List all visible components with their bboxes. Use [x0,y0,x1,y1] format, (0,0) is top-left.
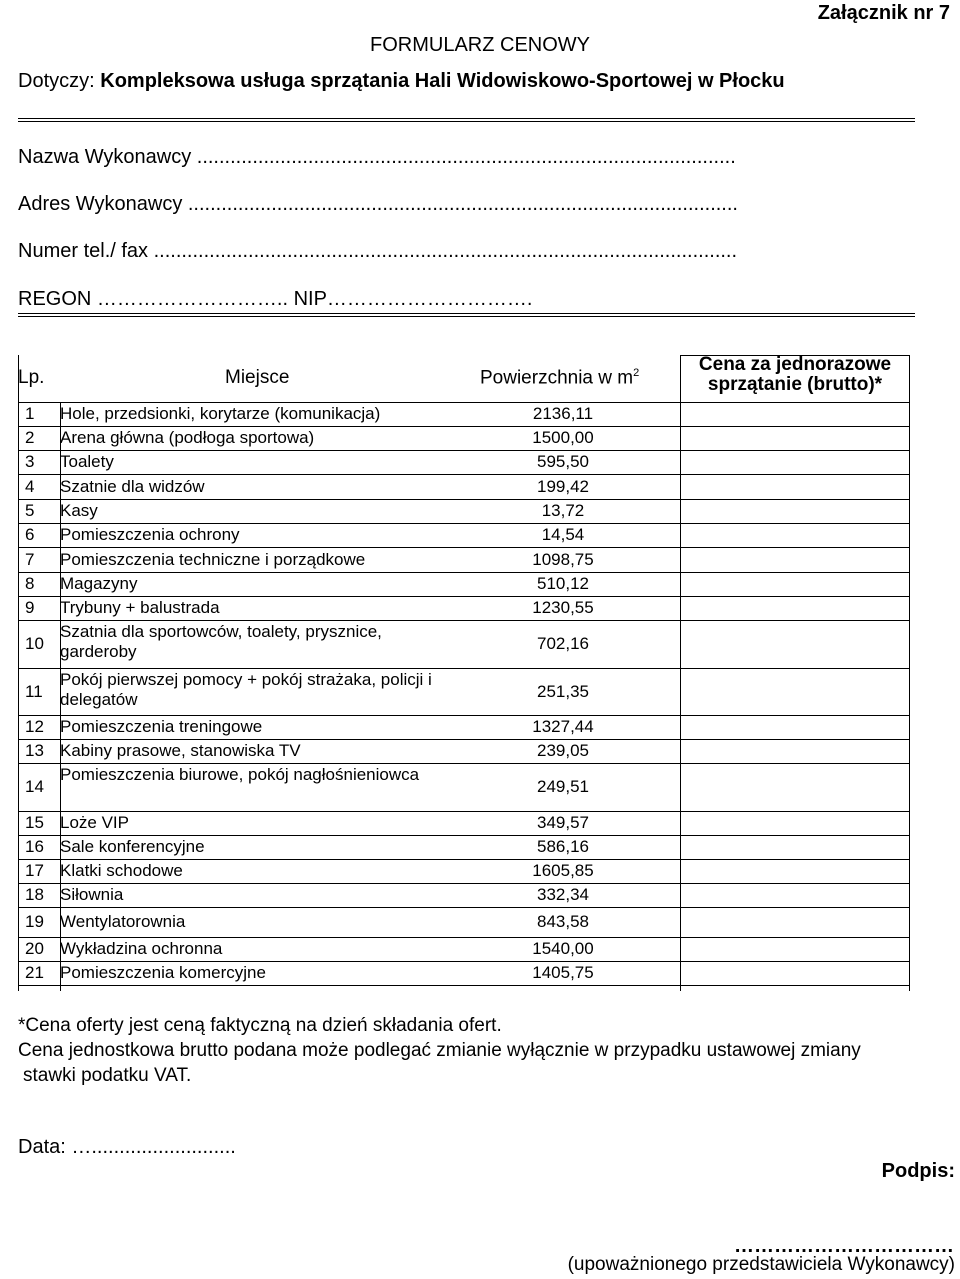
row-price-cell[interactable] [682,523,908,547]
phone-fax-field[interactable]: Numer tel./ fax ......................................................................................................... [18,240,738,262]
row-number: 21 [25,963,44,982]
concerns-value: Kompleksowa usługa sprzątania Hali Widowiskowo-Sportowej w Płocku [100,70,785,92]
column-border [18,355,19,991]
column-border [60,402,61,991]
row-number: 15 [25,813,44,832]
row-area: 1405,75 [532,963,594,982]
note-vat: stawki podatku VAT. [23,1065,192,1086]
row-price-cell[interactable] [682,811,908,835]
regon-nip-field[interactable]: REGON ……………………….. NIP…………………………. [18,288,533,310]
row-price-cell[interactable] [682,937,908,961]
row-place: Szatnie dla widzów [60,476,205,496]
row-place: Szatnia dla sportowców, toalety, prysznice, garderoby [60,622,382,661]
column-border [909,355,910,991]
row-price-cell[interactable] [682,499,908,523]
column-border [680,355,681,991]
row-area: 586,16 [537,837,589,856]
row-number: 5 [25,501,35,520]
date-field[interactable]: Data: ….......................... [18,1136,236,1158]
row-area: 1230,55 [532,598,594,617]
row-price-cell[interactable] [682,835,908,859]
signature-caption: (upoważnionego przedstawiciela Wykonawcy) [567,1254,955,1275]
row-place: Toalety [60,452,114,471]
row-place: Siłownia [60,885,124,904]
col-header-area [480,367,639,389]
row-price-cell[interactable] [682,474,908,499]
row-area: 1327,44 [532,717,594,736]
row-place: Sale konferencyjne [60,837,205,856]
row-price-cell[interactable] [682,596,908,620]
row-price-cell[interactable] [682,426,908,450]
row-number: 7 [25,549,35,569]
row-number: 17 [25,861,44,880]
annex-label: Załącznik nr 7 [817,2,950,24]
row-area: 199,42 [537,476,589,496]
col-header-price: Cena za jednorazowe sprzątanie (brutto)* [698,354,892,395]
row-area: 13,72 [541,501,585,520]
col-header-lp: Lp. [18,367,45,388]
row-price-cell[interactable] [682,961,908,985]
row-place: Wentylatorownia [60,912,186,931]
row-place: Pokój pierwszej pomocy + pokój strażaka, policji i delegatów [60,670,432,709]
row-price-cell[interactable] [682,715,908,739]
row-place: Loże VIP [60,813,129,832]
row-area: 239,05 [537,741,589,760]
row-area: 349,57 [537,813,589,832]
col-header-area-unit: 2 [633,367,640,379]
row-area: 249,51 [537,777,589,796]
row-area: 332,34 [537,885,589,904]
row-price-cell[interactable] [682,620,908,668]
row-place: Trybuny + balustrada [60,598,220,617]
row-place: Pomieszczenia biurowe, pokój nagłośnieniowca [60,765,420,784]
price-header-top-border [680,355,910,356]
row-place: Wykładzina ochronna [60,939,223,958]
row-price-cell[interactable] [682,907,908,937]
row-number: 11 [25,681,43,701]
row-number: 16 [25,837,44,856]
row-price-cell[interactable] [682,547,908,572]
row-area: 1540,00 [532,939,594,958]
row-price-cell[interactable] [682,402,908,426]
row-place: Pomieszczenia techniczne i porządkowe [60,549,366,569]
row-place: Klatki schodowe [60,861,183,880]
row-area: 1500,00 [532,428,594,447]
row-place: Hole, przedsionki, korytarze (komunikacja) [60,404,381,423]
row-number: 19 [25,912,44,931]
row-area: 510,12 [537,574,589,593]
row-area: 14,54 [541,525,585,544]
divider [18,118,915,122]
row-number: 18 [25,885,44,904]
row-price-cell[interactable] [682,450,908,474]
row-price-cell[interactable] [682,859,908,883]
row-area: 843,58 [537,912,589,931]
row-area: 1605,85 [532,861,594,880]
row-number: 6 [25,525,35,544]
row-number: 14 [25,777,44,796]
price-table [18,355,910,991]
row-price-cell[interactable] [682,668,908,715]
row-number: 13 [25,741,44,760]
signature-field[interactable]: …………………………… [734,1235,954,1257]
row-place: Pomieszczenia ochrony [60,525,240,544]
row-area: 251,35 [537,681,589,701]
row-number: 3 [25,452,35,471]
divider [18,313,915,317]
row-place: Pomieszczenia treningowe [60,717,263,736]
row-number: 8 [25,574,35,593]
row-price-cell[interactable] [682,739,908,763]
note-price-change: Cena jednostkowa brutto podana może podlegać zmianie wyłącznie w przypadku ustawowej zmiany [18,1040,861,1061]
row-area: 1098,75 [532,549,594,569]
col-header-area-label: Powierzchnia w m [480,367,634,389]
row-number: 4 [25,476,35,496]
row-number: 12 [25,717,44,736]
row-place: Pomieszczenia komercyjne [60,963,266,982]
row-area: 2136,11 [532,404,594,423]
col-header-place: Miejsce [225,367,290,388]
row-place: Arena główna (podłoga sportowa) [60,428,315,447]
row-place: Kasy [60,501,98,520]
row-number: 10 [25,634,44,653]
row-place: Magazyny [60,574,138,593]
contractor-address-field[interactable]: Adres Wykonawcy ................................................................................................... [18,193,738,215]
concerns-line [18,70,785,93]
row-price-cell[interactable] [682,763,908,811]
row-border [18,985,910,986]
note-price-validity: *Cena oferty jest ceną faktyczną na dzień składania ofert. [18,1015,502,1036]
concerns-label: Dotyczy: [18,70,101,92]
row-number: 2 [25,428,35,447]
row-area: 702,16 [537,634,589,653]
row-number: 9 [25,598,35,617]
signature-label: Podpis: [881,1160,955,1182]
row-number: 1 [25,404,35,423]
contractor-name-field[interactable]: Nazwa Wykonawcy ................................................................................................. [18,146,736,168]
form-title: FORMULARZ CENOWY [370,34,590,56]
row-price-cell[interactable] [682,572,908,596]
row-number: 20 [25,939,44,958]
row-place: Kabiny prasowe, stanowiska TV [60,741,301,760]
row-price-cell[interactable] [682,883,908,907]
row-area: 595,50 [537,452,589,471]
